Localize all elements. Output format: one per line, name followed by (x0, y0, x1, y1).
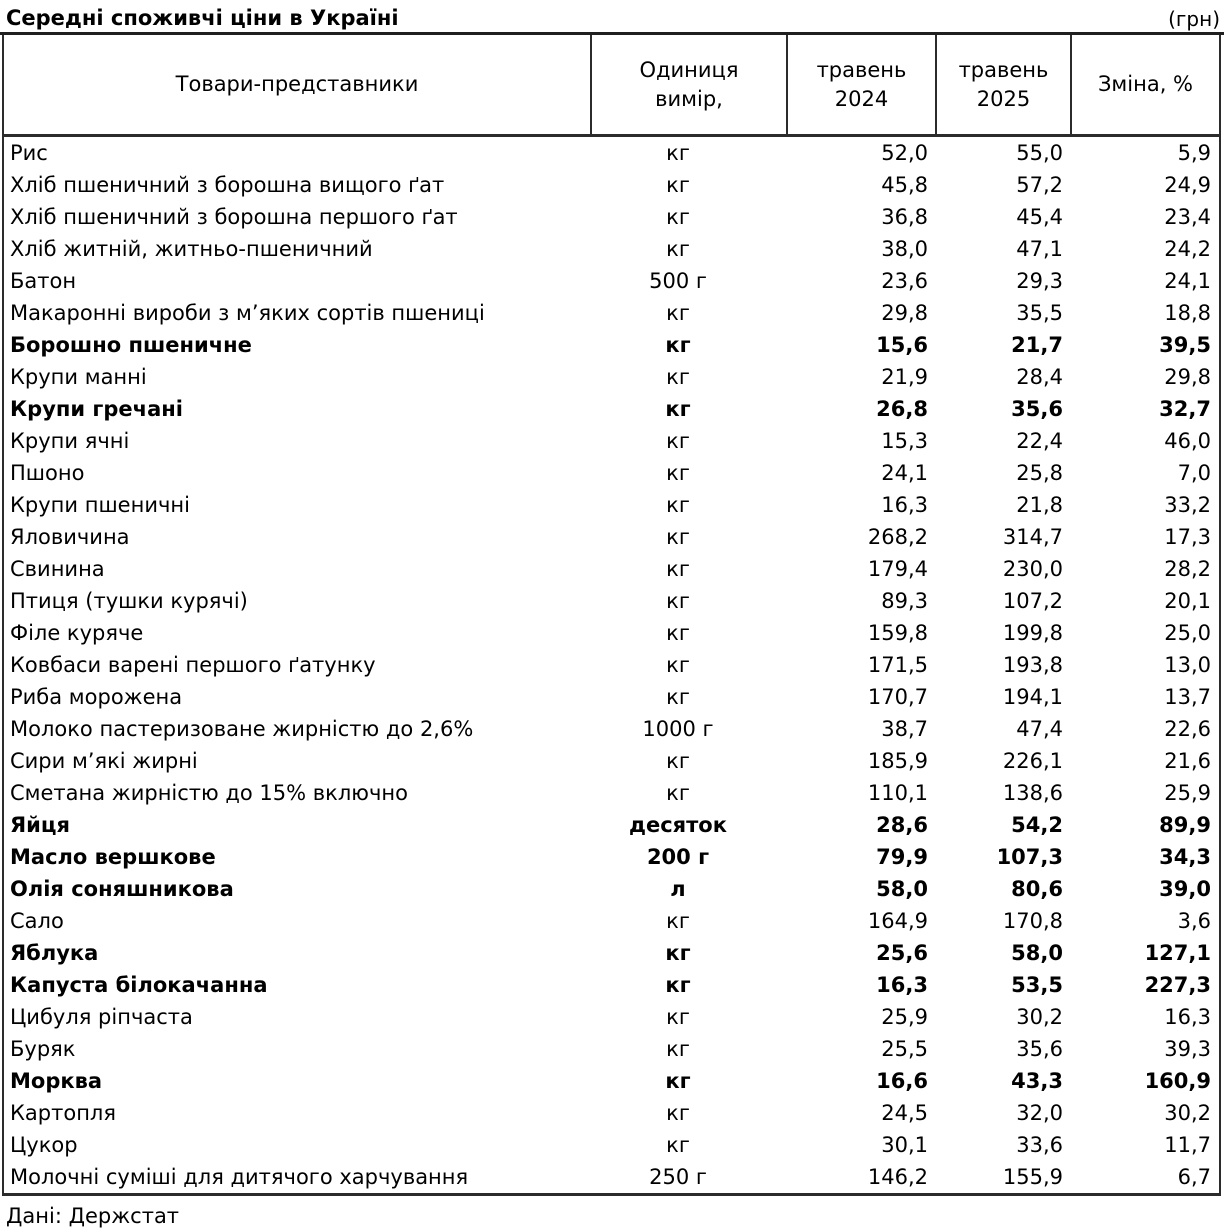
cell-unit: кг (666, 301, 690, 325)
cell-change: 227,3 (1144, 973, 1211, 997)
table-row (3, 393, 1220, 425)
table-row (3, 937, 1220, 969)
cell-may2024: 24,5 (881, 1101, 928, 1125)
header-may-2025-line1: травень (958, 57, 1049, 82)
cell-product: Макаронні вироби з м’яких сортів пшениці (10, 301, 485, 325)
table-body (3, 136, 1220, 1195)
cell-unit: кг (666, 461, 690, 485)
cell-unit: кг (666, 781, 690, 805)
cell-unit: кг (666, 205, 690, 229)
cell-unit: кг (665, 333, 691, 357)
cell-may2024: 79,9 (876, 845, 928, 869)
cell-may2025: 155,9 (1002, 1165, 1063, 1189)
cell-may2024: 38,7 (881, 717, 928, 741)
cell-product: Пшоно (10, 461, 85, 485)
cell-may2025: 33,6 (1016, 1133, 1063, 1157)
header-row (3, 35, 1220, 136)
currency-note: (грн) (1168, 7, 1220, 31)
cell-may2024: 89,3 (881, 589, 928, 613)
cell-product: Капуста білокачанна (10, 973, 268, 997)
cell-product: Молоко пастеризоване жирністю до 2,6% (10, 717, 474, 741)
cell-unit: кг (666, 1037, 690, 1061)
cell-may2025: 22,4 (1016, 429, 1063, 453)
cell-may2025: 28,4 (1016, 365, 1063, 389)
cell-change: 7,0 (1177, 461, 1211, 485)
cell-product: Птиця (тушки курячі) (10, 589, 248, 613)
cell-unit: 250 г (649, 1165, 707, 1189)
cell-unit: кг (666, 589, 690, 613)
cell-product: Сметана жирністю до 15% включно (10, 781, 408, 805)
cell-product: Ковбаси варені першого ґатунку (10, 653, 376, 677)
header-may-2025 (936, 35, 1071, 136)
cell-may2024: 268,2 (867, 525, 928, 549)
table-row (3, 265, 1220, 297)
cell-may2025: 53,5 (1011, 973, 1063, 997)
cell-change: 13,0 (1164, 653, 1211, 677)
page-title: Середні споживчі ціни в Україні (6, 6, 399, 30)
cell-may2025: 21,7 (1011, 333, 1063, 357)
cell-unit: 1000 г (642, 717, 714, 741)
cell-change: 23,4 (1164, 205, 1211, 229)
cell-change: 25,9 (1164, 781, 1211, 805)
cell-change: 5,9 (1177, 141, 1211, 165)
table-row (3, 873, 1220, 905)
table-row (3, 1097, 1220, 1129)
cell-may2025: 170,8 (1002, 909, 1063, 933)
table-row (3, 681, 1220, 713)
cell-unit: кг (666, 365, 690, 389)
cell-product: Масло вершкове (10, 845, 216, 869)
cell-change: 6,7 (1177, 1165, 1211, 1189)
header-change-pct-label: Зміна, % (1097, 72, 1194, 96)
cell-may2025: 47,4 (1016, 717, 1063, 741)
cell-unit: кг (665, 973, 691, 997)
cell-product: Цибуля ріпчаста (10, 1005, 193, 1029)
cell-unit: кг (666, 749, 690, 773)
cell-change: 13,7 (1164, 685, 1211, 709)
cell-may2025: 30,2 (1016, 1005, 1063, 1029)
cell-product: Риба морожена (10, 685, 183, 709)
cell-unit: кг (666, 909, 690, 933)
cell-product: Морква (10, 1069, 103, 1093)
cell-change: 28,2 (1164, 557, 1211, 581)
cell-change: 22,6 (1164, 717, 1211, 741)
cell-may2025: 55,0 (1016, 141, 1063, 165)
header-may-2024-line2: 2024 (834, 86, 889, 111)
header-may-2024-line1: травень (816, 57, 907, 82)
cell-product: Хліб житній, житньо-пшеничний (10, 237, 373, 261)
cell-may2025: 32,0 (1016, 1101, 1063, 1125)
cell-unit: 200 г (646, 845, 710, 869)
table-row (3, 425, 1220, 457)
cell-may2024: 58,0 (876, 877, 928, 901)
cell-unit: кг (666, 429, 690, 453)
cell-product: Хліб пшеничний з борошна вищого ґат (10, 173, 445, 197)
cell-unit: кг (666, 173, 690, 197)
cell-may2025: 226,1 (1002, 749, 1063, 773)
cell-change: 21,6 (1164, 749, 1211, 773)
cell-may2025: 35,6 (1011, 397, 1063, 421)
header-unit (591, 35, 787, 136)
table-row (3, 553, 1220, 585)
cell-may2024: 159,8 (867, 621, 928, 645)
cell-may2024: 15,3 (881, 429, 928, 453)
table-row (3, 969, 1220, 1001)
cell-change: 46,0 (1164, 429, 1211, 453)
cell-product: Батон (10, 269, 77, 293)
cell-product: Яйця (10, 813, 70, 837)
cell-may2024: 16,3 (876, 973, 928, 997)
cell-product: Хліб пшеничний з борошна першого ґат (10, 205, 458, 229)
cell-may2024: 26,8 (876, 397, 928, 421)
cell-may2024: 185,9 (867, 749, 928, 773)
header-may-2025-line2: 2025 (976, 86, 1031, 111)
header-may-2024 (787, 35, 936, 136)
cell-may2025: 230,0 (1002, 557, 1063, 581)
cell-unit: 500 г (649, 269, 707, 293)
cell-unit: кг (665, 397, 691, 421)
table-row (3, 777, 1220, 809)
cell-change: 16,3 (1164, 1005, 1211, 1029)
cell-unit: кг (666, 1005, 690, 1029)
cell-unit: кг (666, 1101, 690, 1125)
cell-product: Філе куряче (10, 621, 144, 645)
cell-change: 160,9 (1144, 1069, 1211, 1093)
cell-may2024: 30,1 (881, 1133, 928, 1157)
cell-may2024: 52,0 (881, 141, 928, 165)
cell-unit: кг (666, 493, 690, 517)
cell-product: Картопля (10, 1101, 116, 1125)
table-row (3, 1161, 1220, 1195)
cell-unit: кг (666, 557, 690, 581)
cell-unit: кг (666, 1133, 690, 1157)
cell-change: 29,8 (1164, 365, 1211, 389)
cell-product: Олія соняшникова (10, 877, 234, 901)
cell-change: 24,9 (1164, 173, 1211, 197)
table-row (3, 1001, 1220, 1033)
header-unit-line2: вимір, (655, 86, 723, 111)
cell-may2024: 25,6 (876, 941, 928, 965)
table-row (3, 713, 1220, 745)
cell-may2024: 170,7 (867, 685, 928, 709)
cell-product: Крупи ячні (10, 429, 130, 453)
cell-may2024: 15,6 (876, 333, 928, 357)
table-row (3, 297, 1220, 329)
cell-may2024: 29,8 (881, 301, 928, 325)
cell-may2025: 107,3 (996, 845, 1063, 869)
cell-may2025: 199,8 (1002, 621, 1063, 645)
cell-unit: кг (666, 141, 690, 165)
cell-may2025: 29,3 (1016, 269, 1063, 293)
data-source-note: Дані: Держстат (6, 1204, 180, 1228)
cell-may2024: 25,5 (881, 1037, 928, 1061)
cell-change: 24,1 (1164, 269, 1211, 293)
cell-product: Сири м’які жирні (10, 749, 198, 773)
cell-change: 11,7 (1164, 1133, 1211, 1157)
header-change-pct (1071, 35, 1220, 136)
table-row (3, 361, 1220, 393)
cell-may2024: 16,6 (876, 1069, 928, 1093)
cell-product: Цукор (10, 1133, 78, 1157)
table-row (3, 649, 1220, 681)
table-header (3, 35, 1220, 136)
cell-may2025: 314,7 (1002, 525, 1063, 549)
cell-may2024: 164,9 (867, 909, 928, 933)
cell-unit: кг (666, 685, 690, 709)
cell-product: Рис (10, 141, 48, 165)
cell-may2025: 57,2 (1016, 173, 1063, 197)
table-row (3, 201, 1220, 233)
cell-may2024: 38,0 (881, 237, 928, 261)
table-row (3, 233, 1220, 265)
cell-product: Борошно пшеничне (10, 333, 252, 357)
table-row (3, 521, 1220, 553)
cell-may2025: 54,2 (1011, 813, 1063, 837)
table-row (3, 329, 1220, 361)
cell-product: Яблука (10, 941, 99, 965)
prices-table (2, 35, 1221, 1196)
cell-change: 34,3 (1159, 845, 1211, 869)
header-products-label: Товари-представники (175, 72, 419, 96)
cell-change: 3,6 (1177, 909, 1211, 933)
header-products (3, 35, 591, 136)
cell-unit: десяток (629, 813, 727, 837)
cell-unit: кг (666, 653, 690, 677)
cell-change: 25,0 (1164, 621, 1211, 645)
cell-change: 39,5 (1159, 333, 1211, 357)
cell-unit: л (670, 877, 686, 901)
cell-change: 33,2 (1164, 493, 1211, 517)
cell-may2025: 43,3 (1011, 1069, 1063, 1093)
cell-change: 89,9 (1159, 813, 1211, 837)
table-row (3, 169, 1220, 201)
cell-may2024: 146,2 (867, 1165, 928, 1189)
cell-change: 17,3 (1164, 525, 1211, 549)
header-unit-line1: Одиниця (639, 57, 739, 82)
cell-product: Свинина (10, 557, 105, 581)
cell-may2024: 110,1 (867, 781, 928, 805)
cell-may2025: 35,5 (1016, 301, 1063, 325)
cell-product: Молочні суміші для дитячого харчування (10, 1165, 469, 1189)
table-row (3, 841, 1220, 873)
cell-may2025: 35,6 (1016, 1037, 1063, 1061)
cell-may2024: 171,5 (867, 653, 928, 677)
cell-may2024: 36,8 (881, 205, 928, 229)
table-row (3, 136, 1220, 170)
table-row (3, 1129, 1220, 1161)
cell-unit: кг (665, 1069, 691, 1093)
table-row (3, 585, 1220, 617)
table-row (3, 617, 1220, 649)
table-row (3, 489, 1220, 521)
table-row (3, 905, 1220, 937)
table-row (3, 1065, 1220, 1097)
cell-may2024: 25,9 (881, 1005, 928, 1029)
cell-may2025: 47,1 (1016, 237, 1063, 261)
cell-change: 32,7 (1159, 397, 1211, 421)
cell-change: 127,1 (1144, 941, 1211, 965)
table-row (3, 745, 1220, 777)
cell-may2025: 21,8 (1016, 493, 1063, 517)
cell-product: Крупи манні (10, 365, 147, 389)
title-bar (0, 0, 1224, 35)
cell-product: Крупи гречані (10, 397, 183, 421)
cell-unit: кг (665, 941, 691, 965)
cell-change: 39,0 (1159, 877, 1211, 901)
cell-may2024: 21,9 (881, 365, 928, 389)
cell-may2024: 23,6 (881, 269, 928, 293)
cell-unit: кг (666, 621, 690, 645)
cell-may2024: 45,8 (881, 173, 928, 197)
cell-unit: кг (666, 237, 690, 261)
cell-change: 20,1 (1164, 589, 1211, 613)
cell-change: 39,3 (1164, 1037, 1211, 1061)
cell-may2024: 28,6 (876, 813, 928, 837)
table-row (3, 457, 1220, 489)
cell-unit: кг (666, 525, 690, 549)
cell-product: Яловичина (10, 525, 130, 549)
cell-product: Крупи пшеничні (10, 493, 190, 517)
cell-may2025: 138,6 (1002, 781, 1063, 805)
cell-may2025: 45,4 (1016, 205, 1063, 229)
cell-change: 30,2 (1164, 1101, 1211, 1125)
cell-may2024: 179,4 (867, 557, 928, 581)
cell-may2025: 194,1 (1002, 685, 1063, 709)
cell-may2024: 16,3 (881, 493, 928, 517)
cell-change: 18,8 (1164, 301, 1211, 325)
table-row (3, 809, 1220, 841)
cell-product: Буряк (10, 1037, 76, 1061)
cell-product: Сало (10, 909, 64, 933)
cell-may2025: 193,8 (1002, 653, 1063, 677)
cell-may2025: 25,8 (1016, 461, 1063, 485)
table-row (3, 1033, 1220, 1065)
cell-may2025: 107,2 (1002, 589, 1063, 613)
cell-may2025: 80,6 (1011, 877, 1063, 901)
cell-may2025: 58,0 (1011, 941, 1063, 965)
cell-change: 24,2 (1164, 237, 1211, 261)
cell-may2024: 24,1 (881, 461, 928, 485)
